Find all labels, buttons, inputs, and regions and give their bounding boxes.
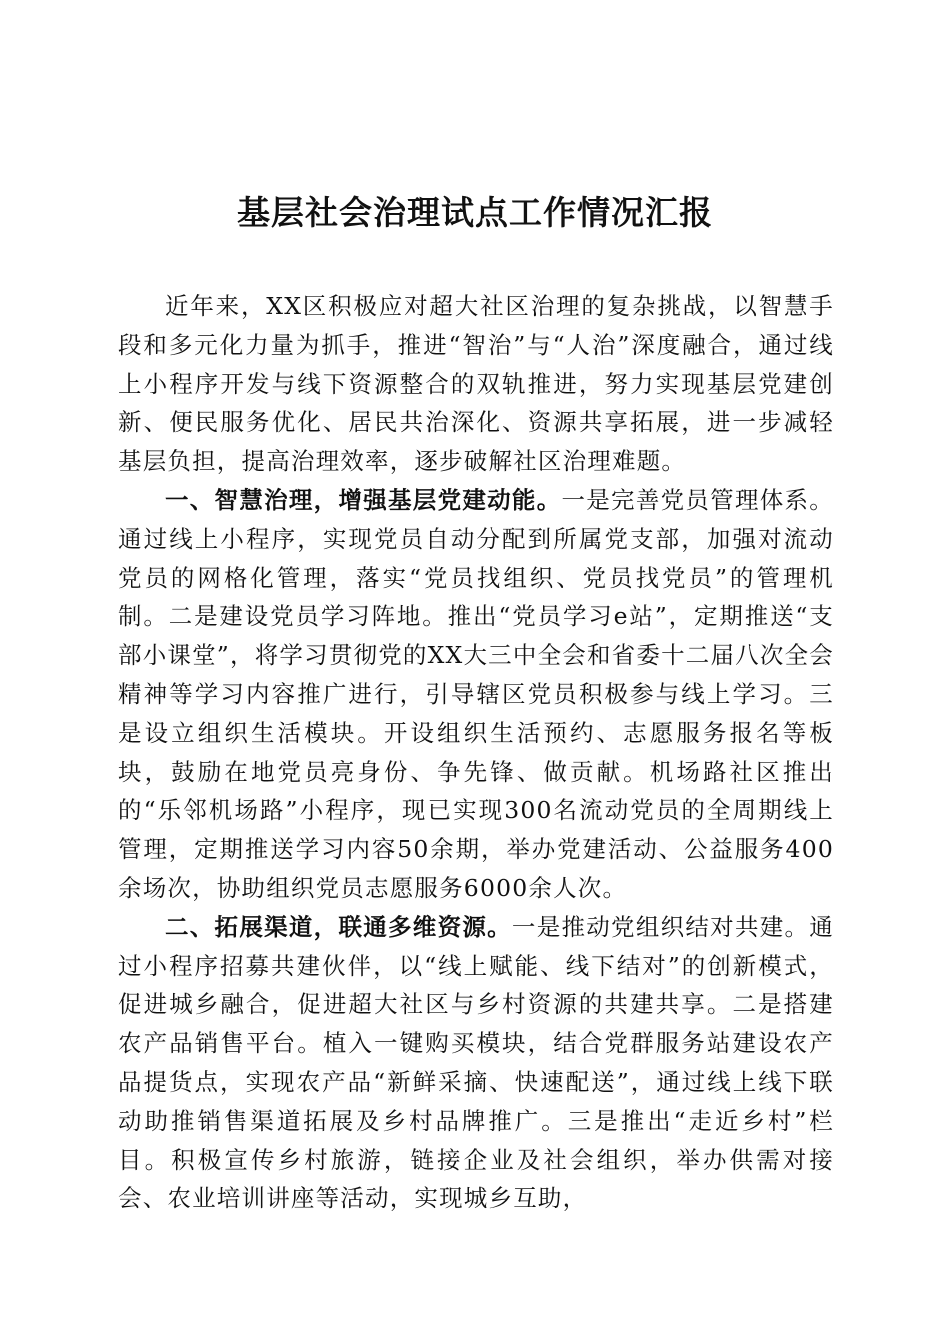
document-body (118, 287, 834, 1218)
section-two-paragraph (118, 908, 834, 1218)
section-two-text: 一是推动党组织结对共建。通过小程序招募共建伙伴，以“线上赋能、线下结对”的创新模式，促进城乡融合，促进超大社区与乡村资源的共建共享。二是搭建农产品销售平台。植入一键购买模块，结合党群服务站建设农产品提货点，实现农产品“新鲜采摘、快速配送”，通过线上线下联动助推销售渠道拓展及乡村品牌推广。三是推出“走近乡村”栏目。积极宣传乡村旅游，链接企业及社会组织，举办供需对接会、农业培训讲座等活动，实现城乡互助， (118, 912, 834, 1213)
document-title: 基层社会治理试点工作情况汇报 (237, 193, 713, 232)
section-one-text: 一是完善党员管理体系。通过线上小程序，实现党员自动分配到所属党支部，加强对流动党员的网格化管理，落实“党员找组织、党员找党员”的管理机制。二是建设党员学习阵地。推出“党员学习e站”，定期推送“支部小课堂”，将学习贯彻党的XX大三中全会和省委十二届八次全会精神等学习内容推广进行，引导辖区党员积极参与线上学习。三是设立组织生活模块。开设组织生活预约、志愿服务报名等板块，鼓励在地党员亮身份、争先锋、做贡献。机场路社区推出的“乐邻机场路”小程序，现已实现300名流动党员的全周期线上管理，定期推送学习内容50余期，举办党建活动、公益服务400余场次，协助组织党员志愿服务6000余人次。 (118, 485, 835, 902)
section-one-paragraph (118, 481, 834, 908)
section-two-heading: 二、拓展渠道，联通多维资源。 (165, 912, 512, 941)
intro-text: 近年来，XX区积极应对超大社区治理的复杂挑战，以智慧手段和多元化力量为抓手，推进“智治”与“人治”深度融合，通过线上小程序开发与线下资源整合的双轨推进，努力实现基层党建创新、便民服务优化、居民共治深化、资源共享拓展，进一步减轻基层负担，提高治理效率，逐步破解社区治理难题。 (118, 292, 834, 476)
section-one-heading: 一、智慧治理，增强基层党建动能。 (165, 485, 562, 514)
intro-paragraph (118, 287, 834, 481)
